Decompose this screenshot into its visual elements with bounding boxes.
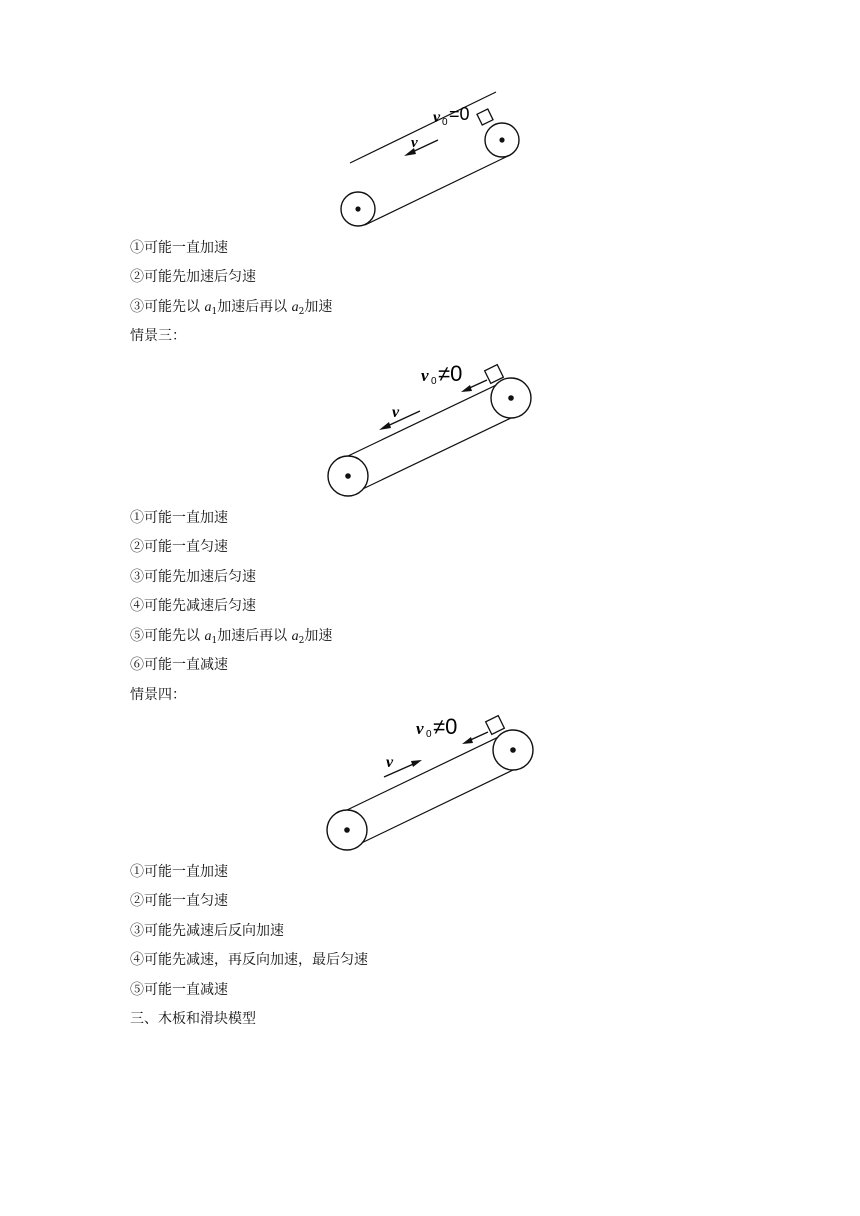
initial-velocity-subscript: 0 xyxy=(442,117,448,128)
item-text: 加速后再以 xyxy=(217,628,288,644)
subscript: 2 xyxy=(298,307,305,317)
initial-velocity-label: v xyxy=(433,109,441,126)
item-number: ④ xyxy=(130,598,144,614)
initial-velocity-value: ≠0 xyxy=(433,714,458,739)
block xyxy=(477,109,493,125)
item-text: 可能一直匀速 xyxy=(144,539,228,555)
item-text: 可能先减速后匀速 xyxy=(144,598,256,614)
item-text: 可能一直减速 xyxy=(144,657,228,673)
list-item xyxy=(130,981,228,999)
acceleration-symbol: a xyxy=(204,629,212,644)
list-item xyxy=(130,627,332,646)
acceleration-symbol: a xyxy=(291,629,299,644)
item-text: 可能先以 xyxy=(144,299,200,315)
belt-bottom-edge xyxy=(347,770,513,850)
item-number: ② xyxy=(130,539,144,555)
upper-pulley-axle xyxy=(508,395,514,401)
item-text: 可能先以 xyxy=(144,628,200,644)
upper-pulley-axle xyxy=(510,747,516,753)
section-heading-scene4: 情景四： xyxy=(130,687,186,703)
item-number: ① xyxy=(130,864,144,880)
item-text: 可能一直加速 xyxy=(144,864,228,880)
conveyor-figure-1 xyxy=(330,100,530,230)
block-initial-velocity-arrowhead xyxy=(462,737,473,744)
velocity-arrowhead xyxy=(379,422,391,430)
conveyor-figure-2 xyxy=(325,360,540,500)
upper-pulley-axle xyxy=(499,137,504,142)
acceleration-symbol: a xyxy=(291,300,299,315)
block xyxy=(486,716,505,735)
list-item xyxy=(130,568,256,586)
item-text: 加速 xyxy=(304,299,333,315)
belt-velocity-label: v xyxy=(392,404,400,421)
list-item xyxy=(130,863,228,881)
item-number: ④ xyxy=(130,952,144,968)
item-number: ③ xyxy=(130,923,144,939)
item-number: ② xyxy=(130,269,144,285)
subscript: 1 xyxy=(211,307,218,317)
item-number: ⑤ xyxy=(130,628,144,644)
item-text: 可能先加速后匀速 xyxy=(144,569,256,585)
item-number: ③ xyxy=(130,299,144,315)
initial-velocity-label: v xyxy=(421,366,429,385)
lower-pulley-axle xyxy=(345,473,351,479)
belt-top-edge xyxy=(348,378,511,456)
item-text: 可能先减速后反向加速 xyxy=(144,923,284,939)
section-heading: 三、木板和滑块模型 xyxy=(130,1011,256,1027)
item-number: ① xyxy=(130,240,144,256)
list-item xyxy=(130,268,256,286)
item-text: 可能一直匀速 xyxy=(144,893,228,909)
item-text: 可能先减速，再反向加速，最后匀速 xyxy=(144,952,368,968)
section-heading-scene3: 情景三： xyxy=(130,328,186,344)
initial-velocity-value: ≠0 xyxy=(438,361,463,386)
belt-top-edge xyxy=(350,92,496,163)
item-text: 加速 xyxy=(304,628,333,644)
conveyor-figure-3 xyxy=(322,712,542,857)
belt-top-edge xyxy=(347,730,513,810)
list-item xyxy=(130,538,228,556)
item-text: 可能一直加速 xyxy=(144,510,228,526)
initial-velocity-subscript: 0 xyxy=(426,729,432,740)
item-number: ⑥ xyxy=(130,657,144,673)
subscript: 2 xyxy=(298,636,305,646)
list-item xyxy=(130,922,284,940)
item-text: 可能一直加速 xyxy=(144,240,228,256)
lower-pulley-axle xyxy=(355,206,360,211)
item-text: 加速后再以 xyxy=(217,299,288,315)
belt-bottom-edge xyxy=(348,418,511,496)
initial-velocity-subscript: 0 xyxy=(431,376,437,387)
velocity-arrowhead xyxy=(411,760,422,767)
list-item xyxy=(130,656,228,674)
lower-pulley-axle xyxy=(344,827,350,833)
conveyor-belt-diagram xyxy=(325,360,540,500)
subscript: 1 xyxy=(211,636,218,646)
belt-velocity-label: v xyxy=(386,754,394,771)
initial-velocity-value: =0 xyxy=(449,104,470,124)
conveyor-belt-diagram xyxy=(322,712,542,857)
belt-velocity-label: v xyxy=(411,135,418,151)
list-item xyxy=(130,298,332,317)
initial-velocity-label: v xyxy=(416,719,424,738)
belt-bottom-edge xyxy=(365,155,510,225)
block-initial-velocity-arrowhead xyxy=(461,385,472,392)
acceleration-symbol: a xyxy=(204,300,212,315)
item-text: 可能一直减速 xyxy=(144,982,228,998)
list-item xyxy=(130,597,256,615)
item-number: ⑤ xyxy=(130,982,144,998)
item-number: ③ xyxy=(130,569,144,585)
item-text: 可能先加速后匀速 xyxy=(144,269,256,285)
item-number: ① xyxy=(130,510,144,526)
item-number: ② xyxy=(130,893,144,909)
list-item xyxy=(130,951,368,969)
conveyor-belt-diagram xyxy=(330,100,530,230)
list-item xyxy=(130,239,228,257)
list-item xyxy=(130,892,228,910)
list-item xyxy=(130,509,228,527)
